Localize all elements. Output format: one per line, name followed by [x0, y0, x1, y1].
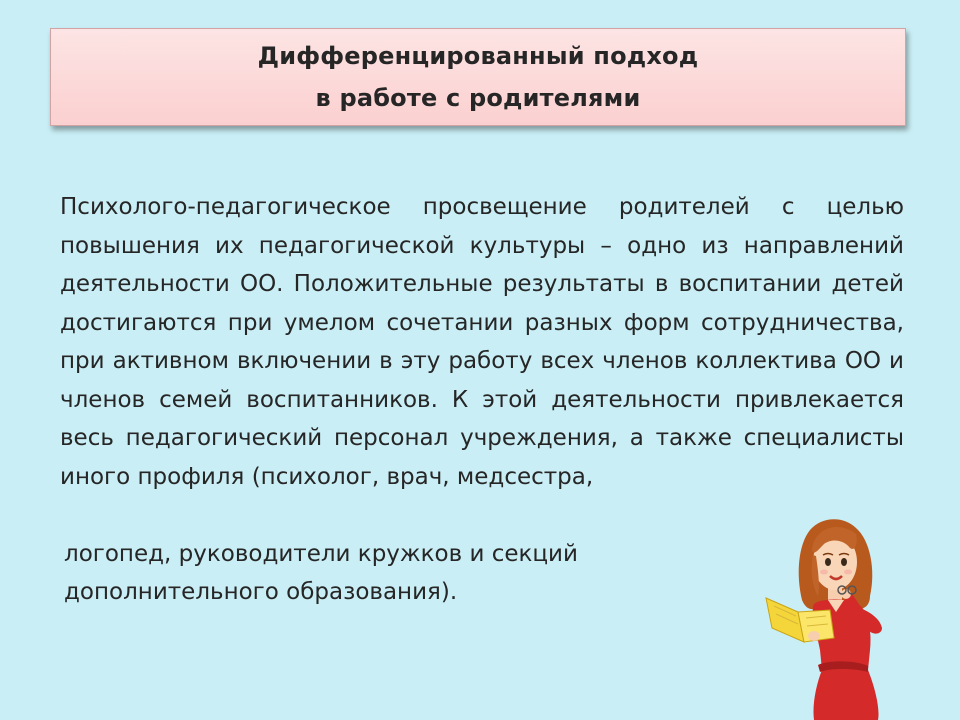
body-tail-line-2: дополнительного образования). — [64, 579, 458, 605]
title-line-1: Дифференцированный подход — [257, 42, 699, 70]
teacher-with-book-icon — [758, 500, 908, 720]
body-tail-line-1: логопед, руководители кружков и секций — [64, 541, 578, 567]
slide-title — [258, 35, 699, 119]
body-paragraph: Психолого-педагогическое просвещение родителей с целью повышения их педагогической культуры – одно из направлений деятельности ОО. Положительные результаты в воспитании детей достигаются при умелом сочетании разных форм сотрудничества, при активном включении в эту работу всех членов коллектива ОО и членов семей воспитанников. К этой деятельности привлекается весь педагогический персонал учреждения, а также специалисты иного профиля (психолог, врач, медсестра, — [60, 194, 904, 490]
title-box — [50, 28, 906, 126]
title-line-2: в работе с родителями — [315, 84, 641, 112]
